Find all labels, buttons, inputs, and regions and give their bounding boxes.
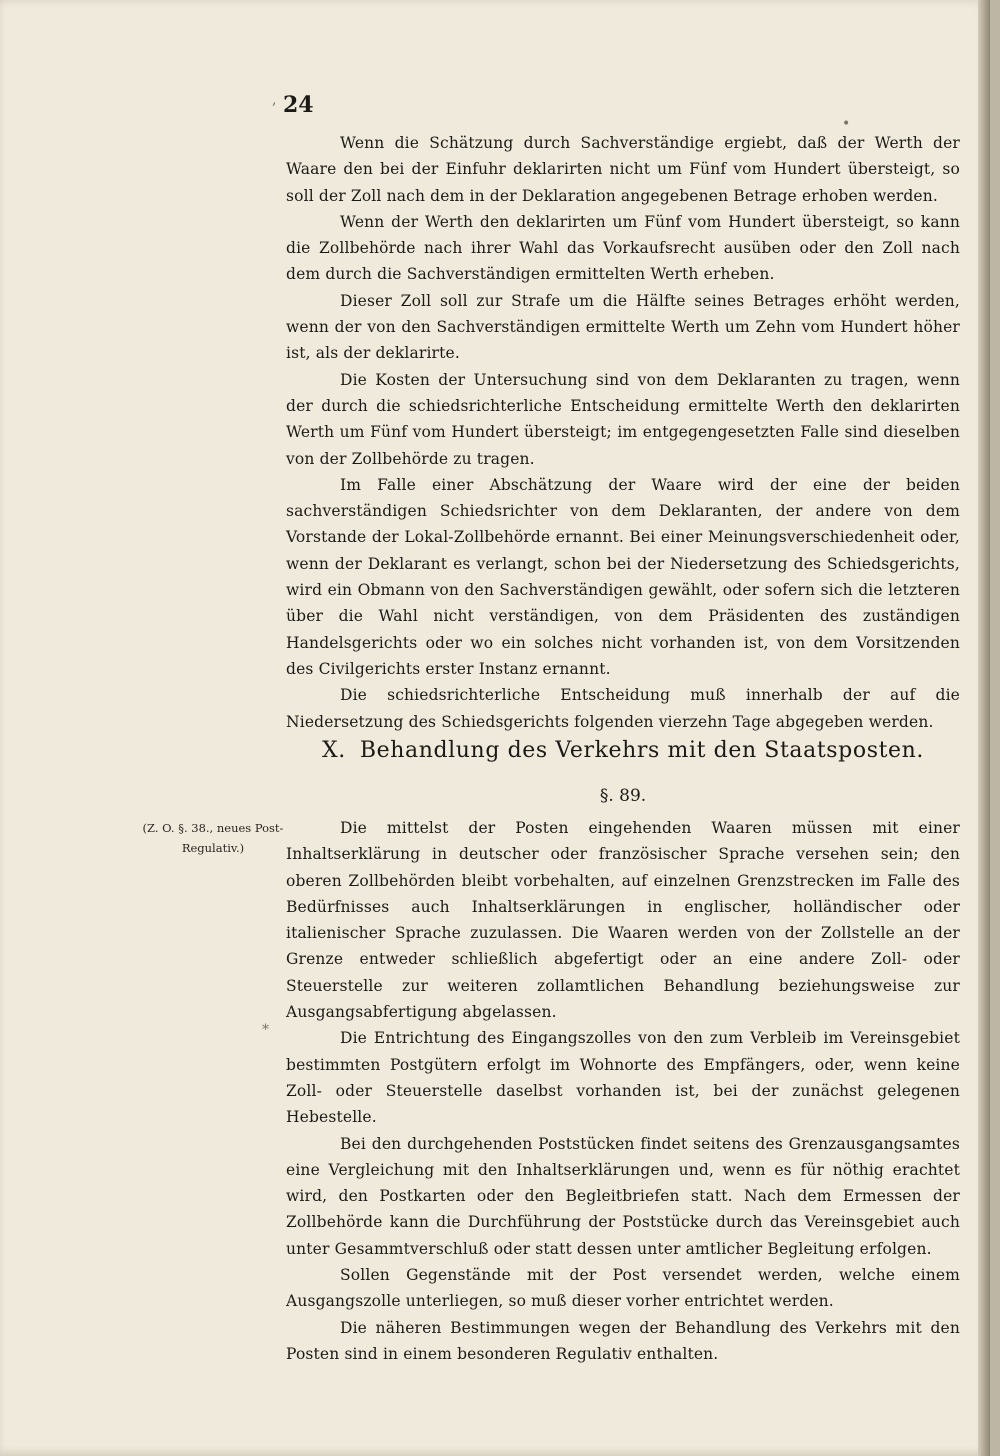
paragraph: Dieser Zoll soll zur Strafe um die Hälfte seines Betrages erhöht werden, wenn der von den Sachverständigen ermittelte Werth um Zehn vom Hundert höher ist, als der deklarirte. (286, 291, 960, 363)
paragraph: Wenn der Werth den deklarirten um Fünf vom Hundert übersteigt, so kann die Zollbehörde nach ihrer Wahl das Vorkaufsrecht ausüben oder den Zoll nach dem durch die Sachverständigen ermittelten Werth erheben. (286, 212, 960, 284)
paragraph: Die Kosten der Untersuchung sind von dem Deklaranten zu tragen, wenn der durch die schiedsrichterliche Entscheidung ermittelte Werth den deklarirten Werth um Fünf vom Hundert übersteigt; im entgegengesetzten Falle sind dieselben von der Zollbehörde zu tragen. (286, 370, 960, 468)
paragraph: Die mittelst der Posten eingehenden Waaren müssen mit einer Inhaltserklärung in deutscher oder französischer Sprache versehen sein; den oberen Zollbehörden bleibt vorbehalten, auf einzelnen Grenzstrecken im Falle des Bedürfnisses auch Inhaltserklärungen in englischer, holländischer oder italienischer Sprache zuzulassen. Die Waaren werden von der Zollstelle an der Grenze entweder schließlich abgefertigt oder an eine andere Zoll- oder Steuerstelle zur weiteren zollamtlichen Behandlung beziehungsweise zur Ausgangsabfertigung abgelassen. (286, 819, 960, 1022)
paragraph: Die näheren Bestimmungen wegen der Behandlung des Verkehrs mit den Posten sind in einem besonderen Regulativ enthalten. (286, 1318, 960, 1363)
section-number: X. (321, 738, 346, 763)
paragraph: Die Entrichtung des Eingangszolles von den zum Verbleib im Vereinsgebiet bestimmten Postgütern erfolgt im Wohnorte des Empfängers, oder, wenn keine Zoll- oder Steuerstelle daselbst vorhanden ist, bei der zunächst gelegenen Hebestelle. (286, 1029, 960, 1127)
section-heading (286, 738, 960, 763)
paragraph: Wenn die Schätzung durch Sachverständige ergiebt, daß der Werth der Waare den bei der Einfuhr deklarirten nicht um Fünf vom Hundert übersteigt, so soll der Zoll nach dem in der Deklaration angegebenen Betrage erhoben werden. (286, 134, 960, 205)
page-edge (978, 0, 990, 1456)
paragraph: Die schiedsrichterliche Entscheidung muß innerhalb der auf die Niedersetzung des Schiedsgerichts folgenden vierzehn Tage abgegeben werden. (286, 686, 960, 731)
ink-mark: * (262, 1022, 269, 1038)
section-title: Behandlung des Verkehrs mit den Staatsposten. (359, 738, 925, 763)
body-text-bottom (286, 815, 960, 1367)
paragraph-sign: §. 89. (599, 786, 647, 806)
paragraph: Bei den durchgehenden Poststücken findet seitens des Grenzausgangsamtes eine Vergleichung mit den Inhaltserklärungen und, wenn es für nöthig erachtet wird, den Postkarten oder den Begleitbriefen statt. Nach dem Ermessen der Zollbehörde kann die Durchführung der Poststücke durch das Vereinsgebiet auch unter Gesammtverschluß oder statt dessen unter amtlicher Begleitung erfolgen. (286, 1134, 960, 1258)
paragraph: Im Falle einer Abschätzung der Waare wird der eine der beiden sachverständigen Schiedsrichter von dem Deklaranten, der andere von dem Vorstande der Lokal-Zollbehörde ernannt. Bei einer Meinungsverschiedenheit oder, wenn der Deklarant es verlangt, schon bei der Niedersetzung des Schiedsgerichts, wird ein Obmann von den Sachverständigen gewählt, oder sofern sich die letzteren über die Wahl nicht verständigen, von dem Präsidenten des zuständigen Handelsgerichts oder wo ein solches nicht vorhanden ist, von dem Vorsitzenden des Civilgerichts erster Instanz ernannt. (286, 475, 960, 678)
page-number: 24 (283, 92, 314, 118)
paragraph: Sollen Gegenstände mit der Post versendet werden, welche einem Ausgangszolle unterliegen, so muß dieser vorher entrichtet werden. (286, 1266, 960, 1311)
ink-mark: , (272, 92, 277, 108)
margin-note: (Z. O. §. 38., neues Post-Regulativ.) (142, 821, 284, 855)
body-text-top (286, 130, 960, 735)
ink-mark: • (842, 116, 851, 132)
